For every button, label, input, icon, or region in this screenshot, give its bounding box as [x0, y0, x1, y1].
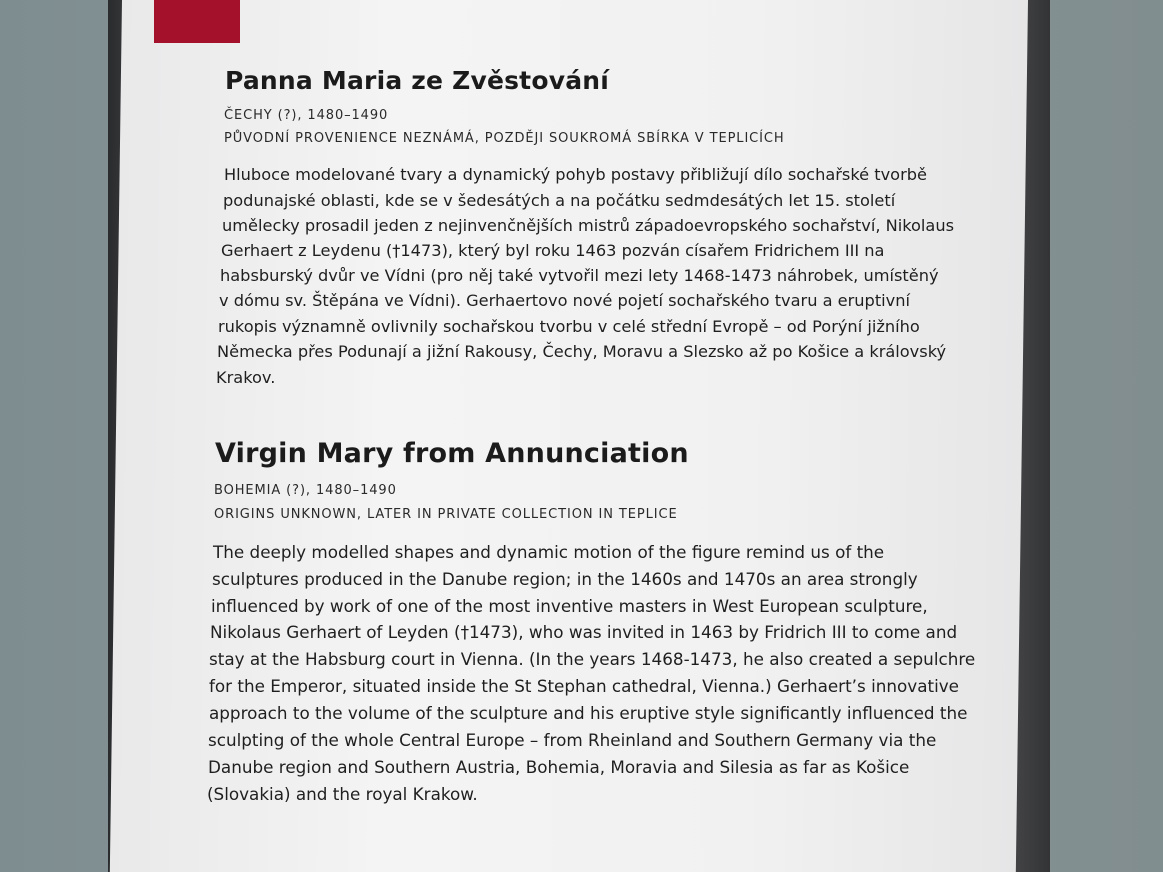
- english-line: Danube region and Southern Austria, Bohemia, Moravia and Silesia as far as Košice: [208, 757, 910, 777]
- czech-line: Gerhaert z Leydenu (†1473), který byl roku 1463 pozván císařem Fridrichem III na: [221, 241, 885, 260]
- english-provenance: ORIGINS UNKNOWN, LATER IN PRIVATE COLLECTION IN TEPLICE: [214, 507, 678, 522]
- english-line: approach to the volume of the sculpture and his eruptive style significantly influenced the: [209, 703, 968, 723]
- czech-line: rukopis významně ovlivnily sochařskou tvorbu v celé střední Evropě – od Porýní jižního: [218, 317, 920, 336]
- english-title: Virgin Mary from Annunciation: [215, 438, 689, 469]
- czech-title: Panna Maria ze Zvěstování: [225, 66, 610, 95]
- english-line: sculpting of the whole Central Europe – from Rheinland and Southern Germany via the: [208, 730, 937, 750]
- czech-line: habsburský dvůr ve Vídni (pro něj také vytvořil mezi lety 1468-1473 náhrobek, umístěný: [220, 266, 939, 285]
- english-line: stay at the Habsburg court in Vienna. (In the years 1468-1473, he also created a sepulchre: [209, 649, 976, 669]
- czech-line: v dómu sv. Štěpána ve Vídni). Gerhaertovo nové pojetí sochařského tvaru a eruptivní: [219, 291, 911, 310]
- english-line: for the Emperor, situated inside the St Stephan cathedral, Vienna.) Gerhaert’s innovative: [209, 676, 959, 696]
- english-line: (Slovakia) and the royal Krakow.: [207, 784, 478, 804]
- english-line: Nikolaus Gerhaert of Leyden (†1473), who was invited in 1463 by Fridrich III to come and: [210, 622, 958, 642]
- czech-line: Hluboce modelované tvary a dynamický pohyb postavy přibližují dílo sochařské tvorbě: [224, 165, 927, 184]
- czech-line: Německa přes Podunají a jižní Rakousy, Čechy, Moravu a Slezsko až po Košice a královský: [217, 342, 947, 361]
- english-origin: BOHEMIA (?), 1480–1490: [214, 483, 397, 498]
- english-line: sculptures produced in the Danube region; in the 1460s and 1470s an area strongly: [212, 569, 918, 589]
- czech-line: umělecky prosadil jeden z nejinvenčnějších mistrů západoevropského sochařství, Nikolaus: [222, 216, 955, 235]
- czech-provenance: PŮVODNÍ PROVENIENCE NEZNÁMÁ, POZDĚJI SOUKROMÁ SBÍRKA V TEPLICÍCH: [224, 131, 785, 146]
- czech-line: Krakov.: [216, 368, 276, 387]
- english-line: influenced by work of one of the most inventive masters in West European sculpture,: [211, 596, 928, 616]
- czech-line: podunajské oblasti, kde se v šedesátých a na počátku sedmdesátých let 15. století: [223, 191, 896, 210]
- english-line: The deeply modelled shapes and dynamic motion of the figure remind us of the: [213, 542, 885, 562]
- czech-origin: ČECHY (?), 1480–1490: [224, 108, 389, 123]
